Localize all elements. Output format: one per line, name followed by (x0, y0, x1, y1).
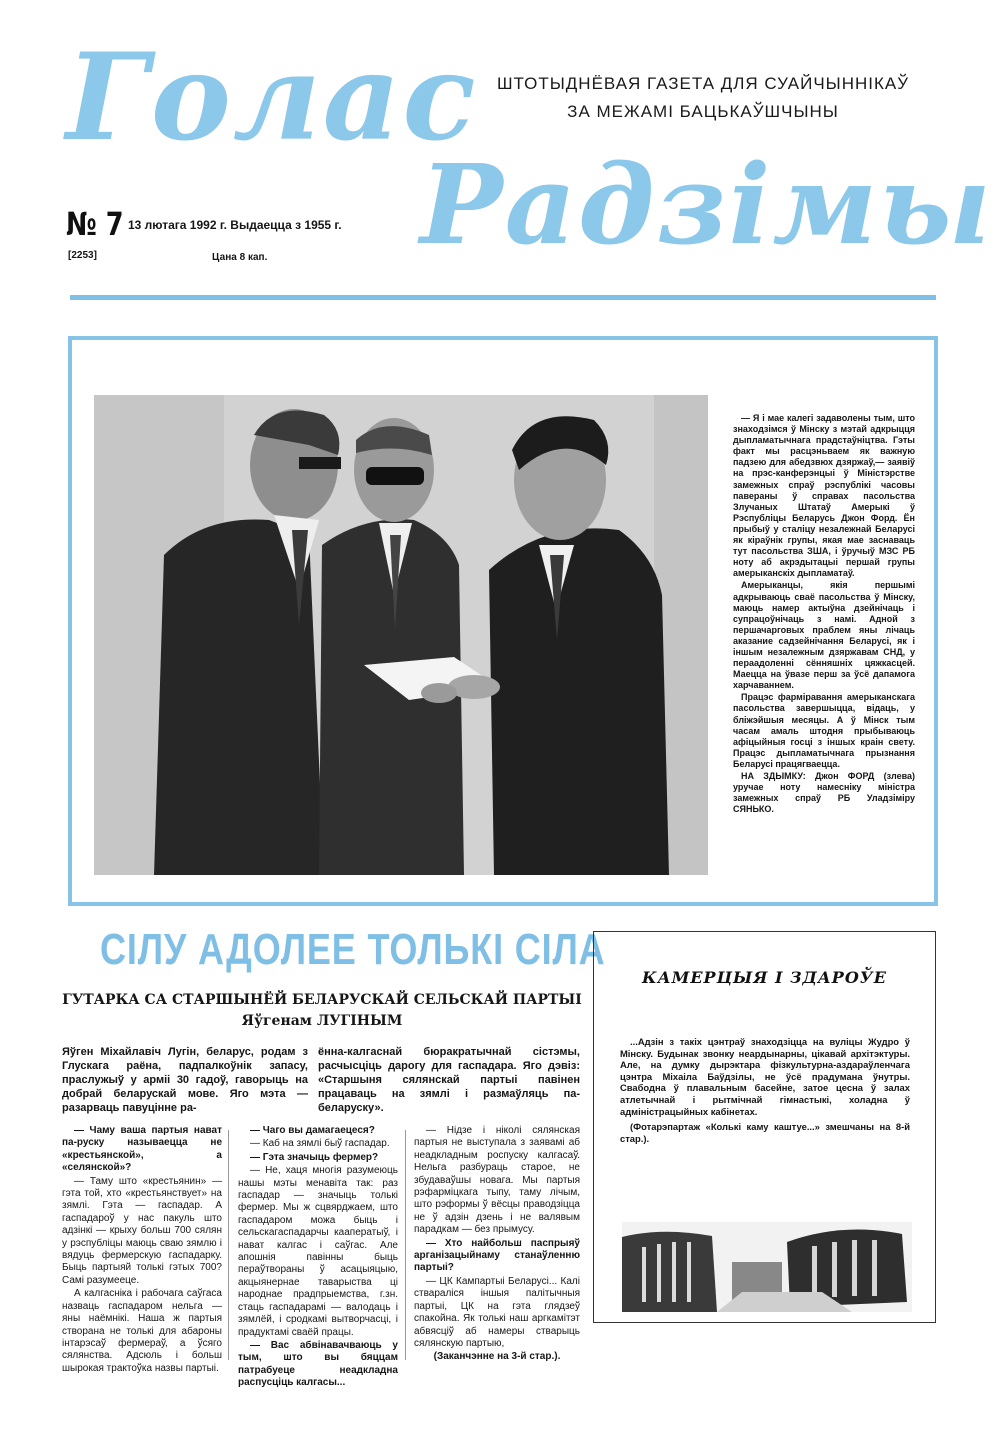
masthead-rule (70, 295, 936, 300)
side-box-photo (622, 1222, 912, 1312)
photo-illustration (94, 395, 708, 875)
article-paragraph: — Чаго вы дамагаецеся? (250, 1125, 375, 1136)
article-column-1 (62, 1125, 222, 1376)
column-divider (405, 1130, 406, 1360)
article-headline: СІЛУ АДОЛЕЕ ТОЛЬКІ СІЛА (100, 925, 606, 974)
issue-price: Цана 8 кап. (212, 252, 268, 263)
masthead-subtitle-line2: ЗА МЕЖАМІ БАЦЬКАЎШЧЫНЫ (567, 102, 839, 121)
article-intro-left: Яўген Міхайлавіч Лугін, беларус, родам з Глускага раёна, падпалкоўнік запасу, праслужыў у арміі 30 гадоў, гаворыць на добрай беларускай мове. Яго мэта — разарваць павуціннe ра- (62, 1046, 308, 1114)
caption-paragraph: — Я і мае калегі задаволены тым, што знаходзімся ў Мінску з мэтай адкрыцця дыпламатычнага прадстаўніцтва. Гэты факт мы расцэньваем як важную падзею для абедзвюх дзяржаў,— заявіў на прэс-канферэнцыі ў Міністэрстве замежных спраў рэспублікі часовы павераны ў справах пасольства Злучаных Штатаў Амерыкі ў Рэспубліцы Беларусь Джон Форд. Ён прыбыў у сталіцу незалежнай Беларусі як кіраўнік групы, якая мае заснаваць тут пасольства ЗША, і ўручыў МЗС РБ ноту аб акрэдытацыі першай групы амерыканскіх дыпламатаў. (733, 413, 915, 579)
article-paragraph: — Чаму ваша партыя нават па-руску называецца не «крестьянской», а «селянской»? (62, 1125, 222, 1174)
masthead-title-line1: Голас (66, 27, 478, 168)
building-illustration (622, 1222, 912, 1312)
side-box-paragraph: (Фотарэпартаж «Колькі каму каштуе...» змешчаны на 8-й стар.). (620, 1121, 910, 1144)
issue-date: 13 лютага 1992 г. Выдаецца з 1955 г. (128, 218, 342, 232)
side-box-paragraph: ...Адзін з такіх цэнтраў знаходзіцца на вуліцы Жудро ў Мінску. Будынак звонку неардынарны, цікавай архітэктуры. Але, на думку дырэктара фізкультурна-аздараўленчага цэнтра Міхаіла Баўдзілы, не ўсё прадумана ўнутры. Свабодна ў плавальным басейне, затое цесна ў залах атлетычнай і рытмічнай гімнастыкі, холадна ў адміністрацыйных кабінетах. (620, 1036, 910, 1117)
masthead-subtitle-line1: ШТОТЫДНЁВАЯ ГАЗЕТА ДЛЯ СУАЙЧЫННІКАЎ (496, 74, 910, 93)
article-paragraph: — ЦК Кампартыі Беларусі... Калі ствараліся іншыя палітычныя партыі, ЦК на гэта глядзеў спакойна. Як толькі наш аргкамітэт абвясціў аб намеры стварыць сялянскую партыю, (414, 1275, 580, 1349)
side-box-title: КАМЕРЦЫЯ І ЗДАРОЎЕ (642, 968, 887, 987)
article-paragraph: — Нідзе і ніколі сялянская партыя не выступала з заявамі аб неадкладным роспуску калгасаў. Нельга разбураць старое, не збудаваўшы новага. Мы партыя рэфарміцкага тыпу, таму лічым, што рэформы ў вёсцы праводзіцца не ў адзін дзень і не валявым парадкам — без прымусу. (414, 1125, 580, 1236)
article-paragraph: — Каб на зямлі быў гаспадар. (250, 1138, 390, 1150)
article-paragraph: А калгасніка і рабочага саўгаса назваць гаспадаром нельга — яны наёмнікі. Наша ж партыя створана не толькі для абароны інтарэсаў фермераў, а ўсяго сялянства. Адсюль і больш шырокая трактоўка назвы партыі. (62, 1288, 222, 1374)
article-column-2 (238, 1125, 398, 1391)
caption-paragraph: Працэс фарміравання амерыканскага пасольства завершыцца, відаць, у бліжэйшыя месяцы. А ў Мінск тым часам амаль штодня прыбываюць афіцыйныя госці з іншых краін свету. Працэс дыпламатычнага прызнання Беларусі працягваецца. (733, 692, 915, 769)
article-intro-right: ённа-калгаснай бюракратычнай сістэмы, расчысціць дарогу для гаспадара. Яго дэвіз: «Старшыня сялянскай партыі павінен працаваць на зямлі і размаўляць па-беларуску». (318, 1046, 580, 1114)
issue-sequence: [2253] (68, 250, 97, 261)
front-photo-caption (733, 413, 915, 816)
article-paragraph: — Хто найбольш паспрыяў арганізацыйнаму станаўленню партыі? (414, 1237, 580, 1274)
column-divider (228, 1130, 229, 1360)
article-subhead: ГУТАРКА СА СТАРШЫНЁЙ БЕЛАРУСКАЙ СЕЛЬСКАЙ ПАРТЫІ Яўгенам ЛУГІНЫМ (62, 992, 582, 1029)
front-photo (94, 395, 708, 875)
article-paragraph: — Не, хаця многія разумеюць нашы мэты менавіта так: раз гаспадар — значыць толькі фермер. Мы ж сцвярджаем, што гаспадаром можа быць і сельскагаспадарчы кааператыў, і нават калгас і саўгас. Але апошнія павінны быць пераўтвораны ў асацыяцыю, акцыянернае таварыства ці народнае прадпрыемства, г.зн. стаць гаспадарамі — валодаць і зямлёй, і сродкамі вытворчасці, і прадуктамі сваёй працы. (238, 1165, 398, 1338)
masthead-title-line2: Радзімы (420, 140, 993, 269)
article-continuation-note: (Заканчэнне на 3-й стар.). (433, 1351, 561, 1363)
article-paragraph: — Таму што «крестьянин» — гэта той, хто «крестьянствует» на зямлі. Гэта — гаспадар. А гаспадароў у нас пакуль што адзінкі — крыху больш 700 сялян у рэспубліцы маюць сваю зямлю і вядуць фермерскую гаспадарку. Быць партыяй толькі гэтых 700? Самі разумееце. (62, 1175, 222, 1286)
side-box-text (620, 1036, 910, 1148)
caption-paragraph: Амерыканцы, якія першымі адкрываюць сваё пасольства ў Мінску, маюць намер актыўна дзейнічаць і супрацоўнічаць з намі. Адной з першачарговых праблем яны лічаць аказание садзейнічання Беларусі, як і іншым незалежным дзяржавам СНД, у пераадоленні сённяшніх цяжкасцей. Маецца на ўвазе перш за ўсё дапамога харчаваннем. (733, 580, 915, 691)
article-column-3 (414, 1125, 580, 1365)
article-paragraph: — Гэта значыць фермер? (250, 1151, 379, 1163)
article-paragraph: — Вас абвінавачваюць у тым, што вы бяццам патрабуеце неадкладна распусціць калгасы... (238, 1339, 398, 1389)
issue-number: № 7 (66, 205, 124, 243)
caption-paragraph: НА ЗДЫМКУ: Джон ФОРД (злева) уручае ноту намесніку міністра замежных спраў РБ Уладзіміру СЯНЬКО. (733, 771, 915, 815)
